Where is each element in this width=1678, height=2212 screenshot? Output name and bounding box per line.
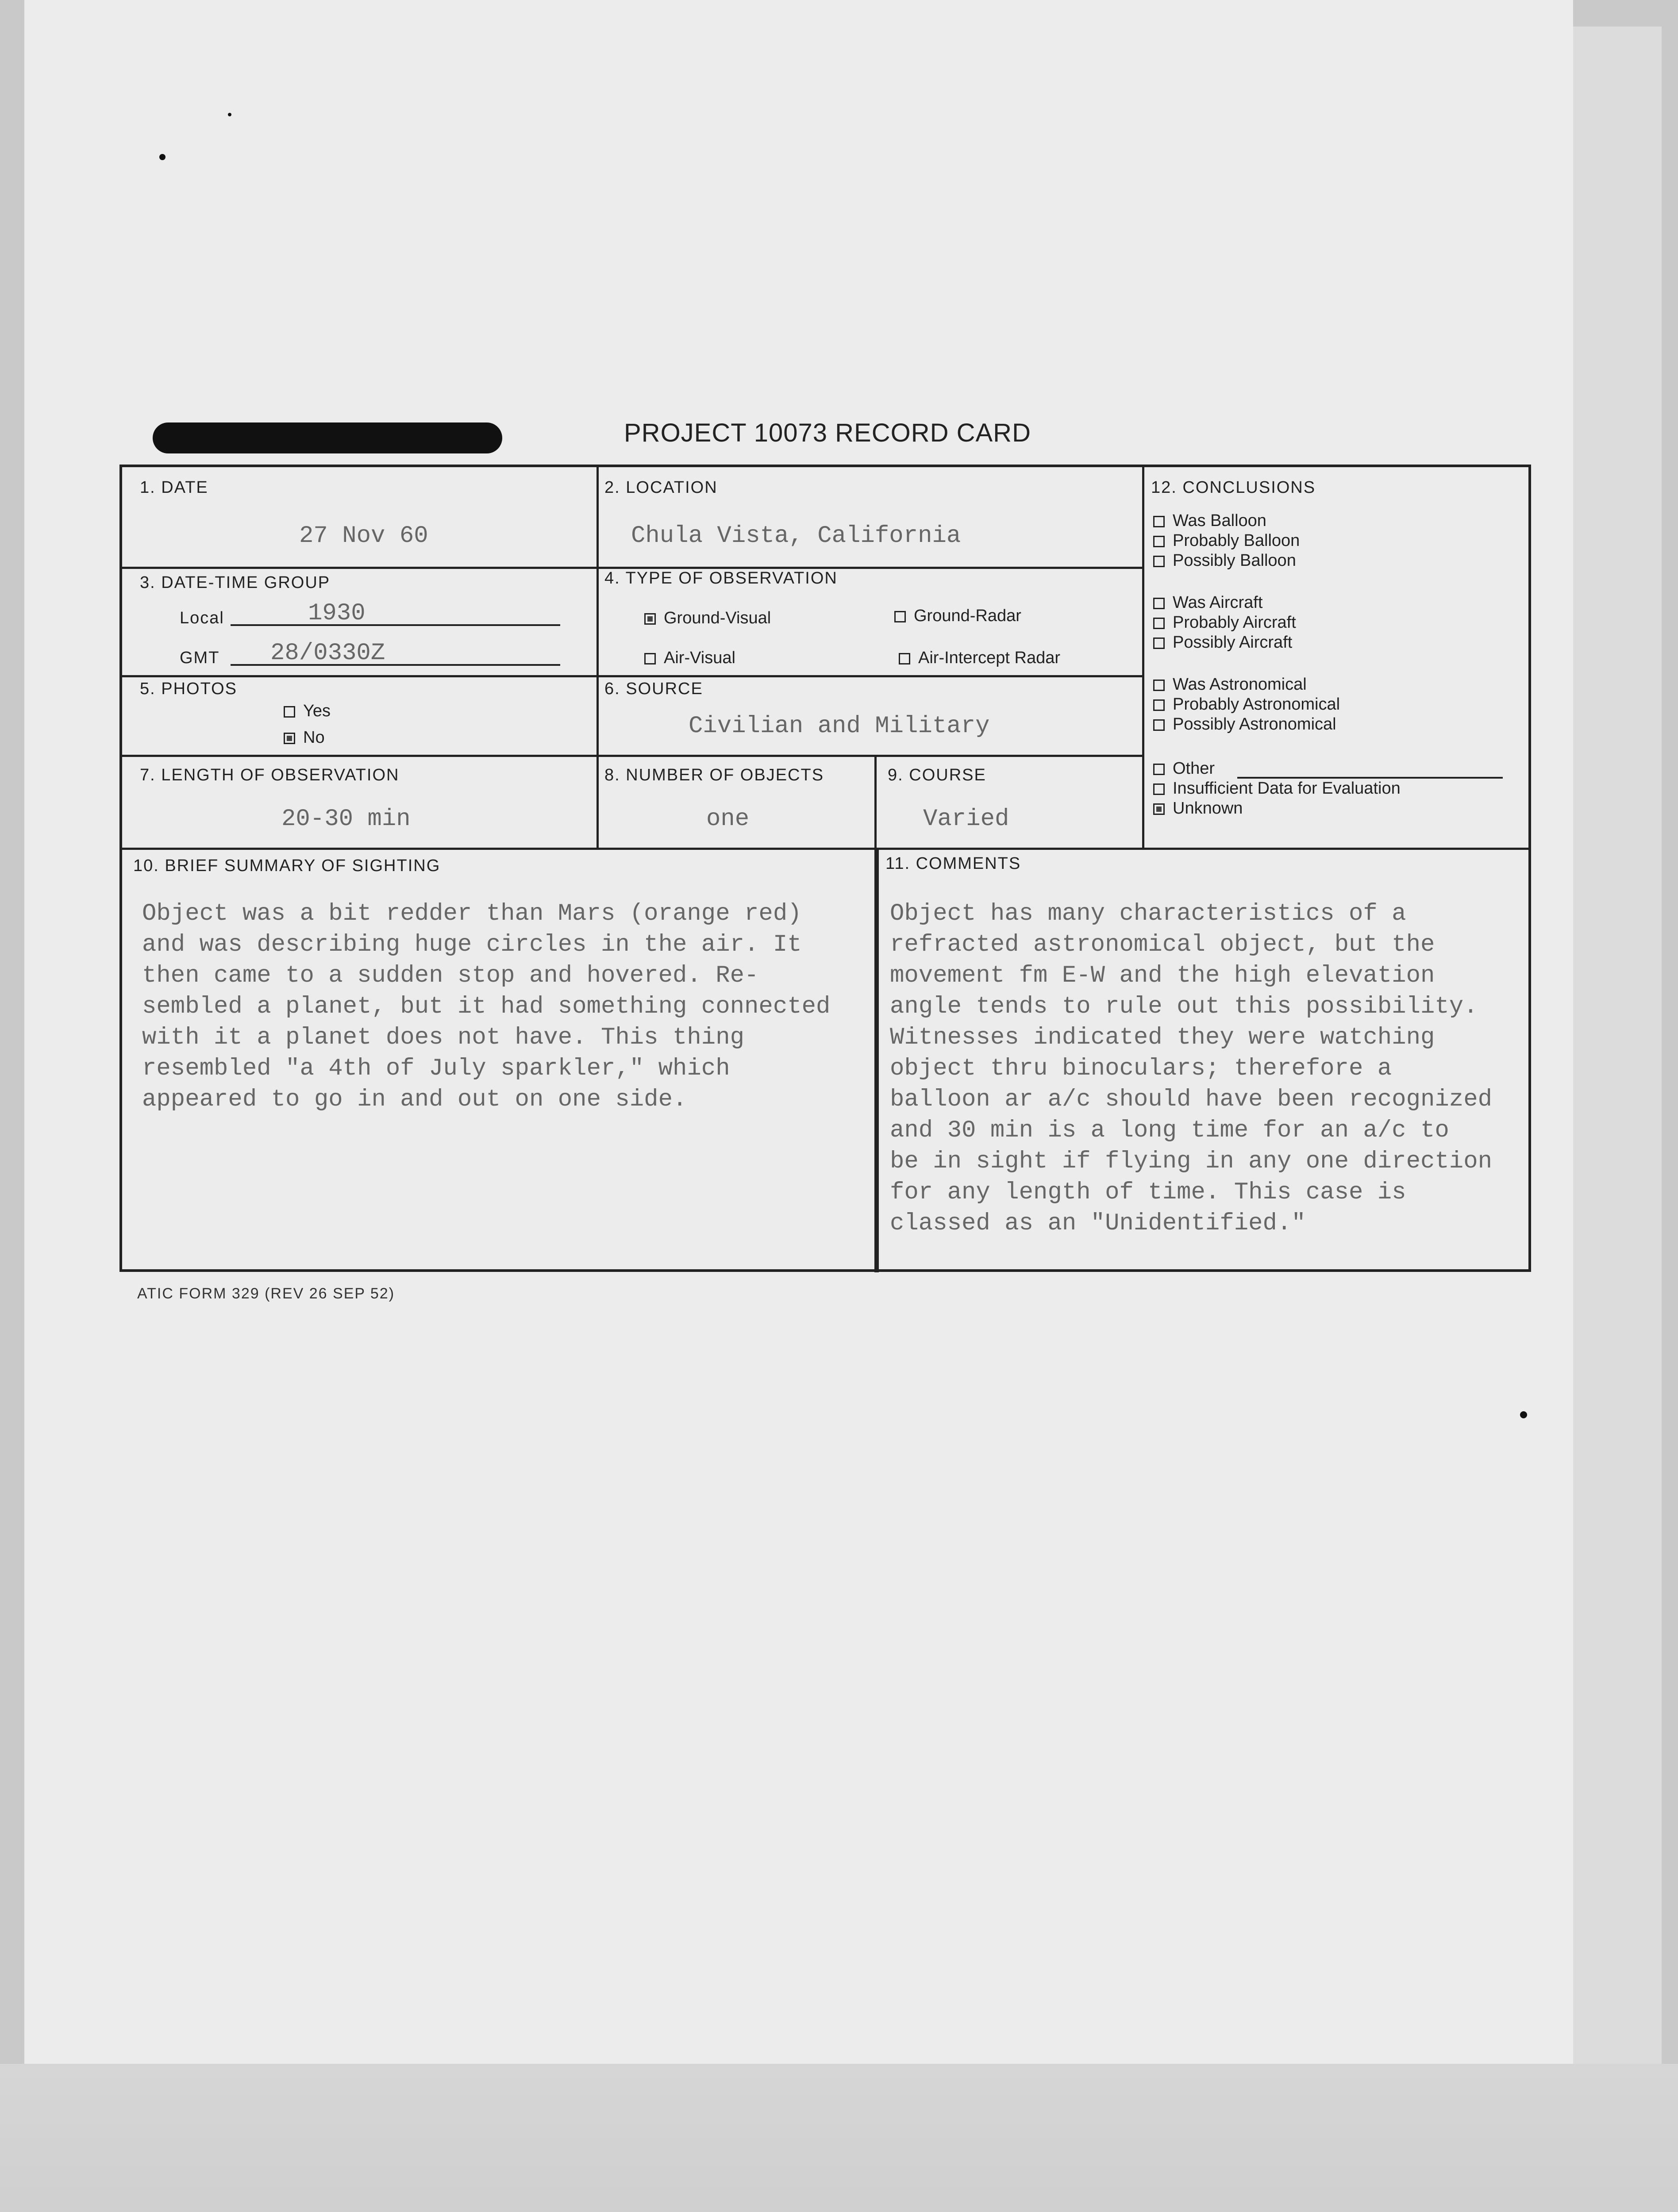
conclusion-other: Other [1153,759,1215,778]
comments-line: Object has many characteristics of a [890,900,1406,927]
summary-text [142,899,830,1115]
divider [597,467,599,848]
length-label: 7. LENGTH OF OBSERVATION [140,766,400,784]
checkbox-ground-radar[interactable] [894,611,906,622]
summary-line: Object was a bit redder than Mars (orange red) [142,900,802,927]
record-card [119,465,1531,1272]
summary-line: then came to a sudden stop and hovered. Re- [142,962,759,989]
conclusion-probably-balloon: Probably Balloon [1153,531,1300,550]
comments-line: Witnesses indicated they were watching [890,1024,1435,1051]
checkbox-probably-balloon[interactable] [1153,536,1165,547]
checkbox-was-astronomical[interactable] [1153,680,1165,691]
option-ground-radar: Ground-Radar [894,607,1021,626]
option-air-intercept-radar: Air-Intercept Radar [899,649,1060,668]
checkbox-photos-no[interactable] [284,733,295,744]
checkbox-was-aircraft[interactable] [1153,598,1165,609]
checkbox-probably-aircraft[interactable] [1153,618,1165,629]
summary-line: appeared to go in and out on one side. [142,1086,687,1113]
comments-line: and 30 min is a long time for an a/c to [890,1117,1449,1144]
speck [228,113,231,116]
option-photos-no: No [284,728,325,747]
checkbox-was-balloon[interactable] [1153,516,1165,527]
conclusions-label: 12. CONCLUSIONS [1151,478,1316,497]
summary-line: with it a planet does not have. This thing [142,1024,745,1051]
comments-line: refracted astronomical object, but the [890,931,1435,958]
source-value: Civilian and Military [689,713,990,740]
conclusion-insufficient-data: Insufficient Data for Evaluation [1153,779,1401,798]
summary-line: sembled a planet, but it had something connected [142,993,831,1020]
number-of-objects-value: one [706,806,750,833]
redaction-mark [153,422,502,453]
divider [122,848,1529,850]
course-label: 9. COURSE [888,766,986,784]
conclusion-probably-astronomical: Probably Astronomical [1153,695,1340,714]
comments-line: be in sight if flying in any one direction [890,1148,1493,1175]
summary-line: and was describing huge circles in the air. It [142,931,802,958]
observation-type-label: 4. TYPE OF OBSERVATION [604,569,838,588]
location-label: 2. LOCATION [604,478,718,497]
checkbox-possibly-balloon[interactable] [1153,556,1165,567]
local-value: 1930 [308,600,366,627]
date-value: 27 Nov 60 [299,522,428,549]
divider [1142,467,1144,848]
comments-line: movement fm E-W and the high elevation [890,962,1435,989]
checkbox-possibly-aircraft[interactable] [1153,637,1165,649]
local-field-line [231,624,560,626]
conclusion-possibly-balloon: Possibly Balloon [1153,551,1296,570]
conclusion-unknown: Unknown [1153,799,1243,818]
checkbox-ground-visual[interactable] [644,613,656,625]
divider [122,755,1142,757]
divider [877,848,879,1272]
checkbox-possibly-astronomical[interactable] [1153,719,1165,731]
page-edge-shadow [1573,27,1662,2066]
conclusion-was-astronomical: Was Astronomical [1153,675,1307,694]
film-bottom-strip [0,2064,1678,2212]
conclusion-possibly-aircraft: Possibly Aircraft [1153,633,1292,652]
date-time-group-label: 3. DATE-TIME GROUP [140,573,331,592]
checkbox-photos-yes[interactable] [284,706,295,718]
comments-line: angle tends to rule out this possibility. [890,993,1478,1020]
local-label: Local [180,609,224,627]
summary-line: resembled "a 4th of July sparkler," which [142,1055,730,1082]
comments-label: 11. COMMENTS [885,854,1021,873]
comments-line: object thru binoculars; therefore a [890,1055,1392,1082]
summary-label: 10. BRIEF SUMMARY OF SIGHTING [133,856,441,875]
form-number: ATIC FORM 329 (REV 26 SEP 52) [137,1285,395,1302]
gmt-label: GMT [180,649,220,667]
divider [122,675,1142,677]
option-air-visual: Air-Visual [644,649,735,668]
comments-line: for any length of time. This case is [890,1179,1406,1206]
conclusion-possibly-astronomical: Possibly Astronomical [1153,715,1336,734]
option-ground-visual: Ground-Visual [644,609,771,628]
checkbox-air-intercept-radar[interactable] [899,653,910,664]
checkbox-other[interactable] [1153,764,1165,775]
speck [159,154,165,160]
comments-line: classed as an "Unidentified." [890,1210,1306,1237]
checkbox-insufficient-data[interactable] [1153,783,1165,795]
option-photos-yes: Yes [284,702,331,721]
course-value: Varied [923,806,1009,833]
number-of-objects-label: 8. NUMBER OF OBJECTS [604,766,824,784]
conclusion-was-aircraft: Was Aircraft [1153,593,1262,612]
photos-label: 5. PHOTOS [140,680,238,698]
checkbox-unknown[interactable] [1153,803,1165,815]
card-title: PROJECT 10073 RECORD CARD [624,419,1031,447]
comments-text [890,899,1492,1239]
location-value: Chula Vista, California [631,522,961,549]
date-label: 1. DATE [140,478,208,497]
conclusion-probably-aircraft: Probably Aircraft [1153,613,1296,632]
source-label: 6. SOURCE [604,680,703,698]
checkbox-probably-astronomical[interactable] [1153,699,1165,711]
comments-line: balloon ar a/c should have been recognized [890,1086,1493,1113]
conclusion-was-balloon: Was Balloon [1153,511,1266,530]
speck [1520,1411,1527,1418]
checkbox-air-visual[interactable] [644,653,656,664]
length-value: 20-30 min [281,806,411,833]
gmt-value: 28/0330Z [270,640,385,667]
other-field-line [1237,777,1503,779]
